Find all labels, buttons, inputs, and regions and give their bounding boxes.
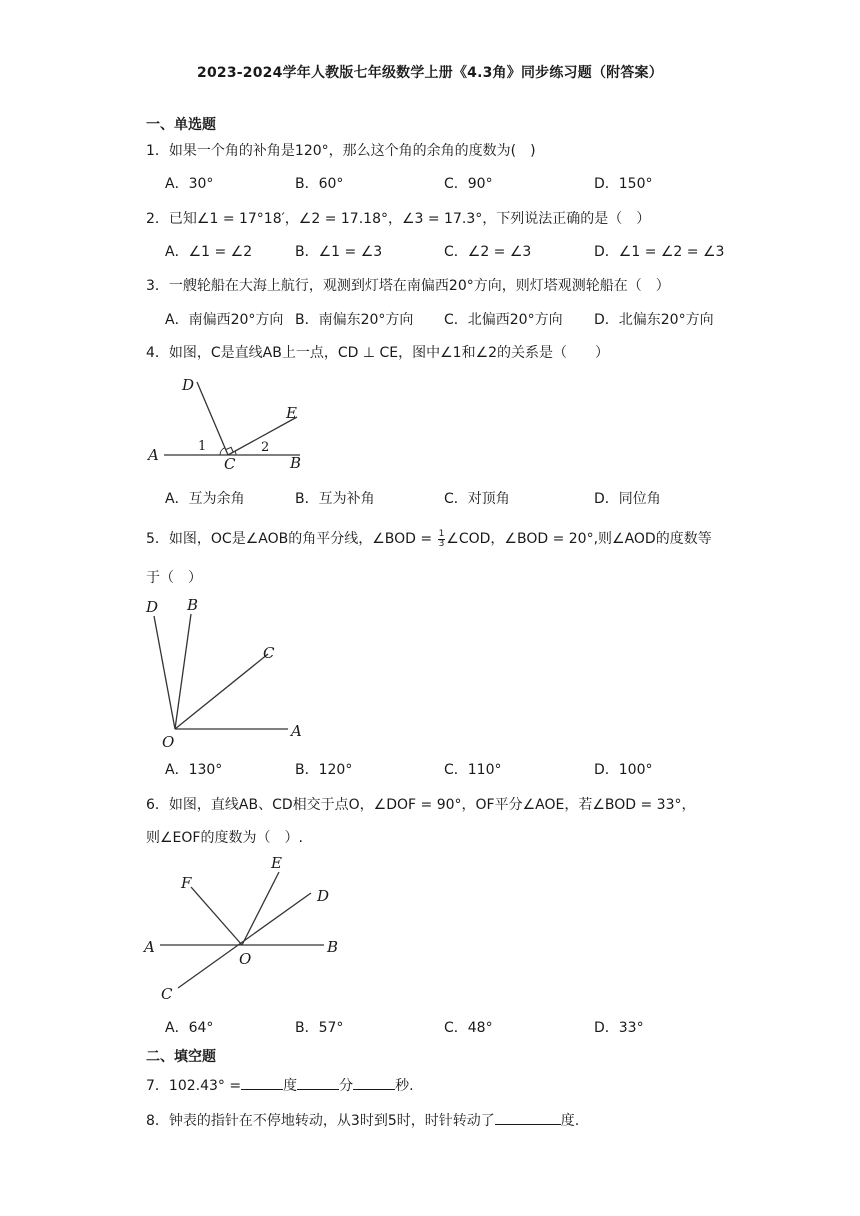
question-4-options bbox=[165, 489, 725, 509]
option-c[interactable]: C．∠2 = ∠3 bbox=[444, 244, 532, 260]
label-d: D bbox=[146, 598, 159, 616]
option-c[interactable]: C．对顶角 bbox=[444, 491, 510, 507]
label-o: O bbox=[239, 950, 252, 968]
question-1-options bbox=[165, 174, 725, 194]
option-d[interactable]: D．∠1 = ∠2 = ∠3 bbox=[594, 244, 725, 260]
label-d: D bbox=[317, 887, 330, 905]
fraction-denominator: 3 bbox=[438, 538, 445, 549]
option-b[interactable]: B．57° bbox=[295, 1020, 344, 1036]
unit-degree: 度. bbox=[560, 1113, 580, 1129]
option-a[interactable]: A．30° bbox=[165, 176, 214, 192]
question-3-options bbox=[165, 310, 725, 330]
question-6-text: 6．如图，直线AB、CD相交于点O，∠DOF = 90°，OF平分∠AOE，若∠BOD = 33°， bbox=[146, 797, 696, 813]
question-6-options bbox=[165, 1018, 725, 1038]
question-4-text: 4．如图，C是直线AB上一点，CD ⊥ CE，图中∠1和∠2的关系是（ ） bbox=[146, 345, 610, 361]
label-c: C bbox=[263, 644, 275, 662]
unit-degree: 度 bbox=[283, 1078, 298, 1094]
label-e: E bbox=[286, 404, 297, 422]
option-d[interactable]: D．同位角 bbox=[594, 491, 661, 507]
label-a: A bbox=[291, 722, 302, 740]
question-5-figure bbox=[138, 592, 318, 750]
question-7-text bbox=[146, 1075, 414, 1096]
option-c[interactable]: C．110° bbox=[444, 762, 502, 778]
option-d[interactable]: D．150° bbox=[594, 176, 653, 192]
angle-label-2: 2 bbox=[261, 440, 270, 455]
option-b[interactable]: B．互为补角 bbox=[295, 491, 375, 507]
option-a[interactable]: A．南偏西20°方向 bbox=[165, 312, 284, 328]
option-c[interactable]: C．48° bbox=[444, 1020, 493, 1036]
section-heading-single-choice: 一、单选题 bbox=[146, 117, 216, 133]
option-b[interactable]: B．120° bbox=[295, 762, 353, 778]
option-a[interactable]: A．∠1 = ∠2 bbox=[165, 244, 253, 260]
option-b[interactable]: B．∠1 = ∠3 bbox=[295, 244, 383, 260]
label-c: C bbox=[161, 985, 173, 1003]
label-d: D bbox=[182, 376, 195, 394]
option-c[interactable]: C．90° bbox=[444, 176, 493, 192]
angle-label-1: 1 bbox=[198, 439, 207, 454]
label-o: O bbox=[162, 733, 175, 750]
option-d[interactable]: D．100° bbox=[594, 762, 653, 778]
label-f: F bbox=[181, 874, 192, 892]
label-b: B bbox=[327, 938, 339, 956]
fraction-numerator: 1 bbox=[438, 528, 445, 539]
question-7-prefix: 7．102.43° = bbox=[146, 1078, 242, 1094]
page-title: 2023-2024学年人教版七年级数学上册《4.3角》同步练习题（附答案） bbox=[197, 65, 663, 81]
question-6-figure bbox=[138, 850, 353, 1010]
question-5-options bbox=[165, 760, 725, 780]
question-1-text: 1．如果一个角的补角是120°，那么这个角的余角的度数为( ) bbox=[146, 143, 536, 159]
answer-blank-degrees[interactable] bbox=[495, 1110, 561, 1125]
option-a[interactable]: A．互为余角 bbox=[165, 491, 245, 507]
label-b: B bbox=[290, 454, 302, 472]
question-5-text-line2: 于（ ） bbox=[146, 570, 202, 586]
question-8-prefix: 8．钟表的指针在不停地转动，从3时到5时，时针转动了 bbox=[146, 1113, 495, 1129]
label-e: E bbox=[271, 854, 282, 872]
option-d[interactable]: D．33° bbox=[594, 1020, 644, 1036]
option-a[interactable]: A．130° bbox=[165, 762, 223, 778]
question-5-text-part1: 5．如图，OC是∠AOB的角平分线，∠BOD = bbox=[146, 531, 437, 547]
label-a: A bbox=[144, 938, 155, 956]
question-2-text: 2．已知∠1 = 17°18′，∠2 = 17.18°，∠3 = 17.3°，下列说法正确的是（ ） bbox=[146, 211, 651, 227]
fraction-one-third bbox=[438, 530, 446, 549]
option-b[interactable]: B．南偏东20°方向 bbox=[295, 312, 414, 328]
question-2-options bbox=[165, 242, 725, 262]
unit-minute: 分 bbox=[339, 1078, 354, 1094]
option-d[interactable]: D．北偏东20°方向 bbox=[594, 312, 714, 328]
answer-blank-minutes[interactable] bbox=[297, 1075, 339, 1090]
question-5-text bbox=[146, 529, 712, 549]
answer-blank-degrees[interactable] bbox=[241, 1075, 283, 1090]
answer-blank-seconds[interactable] bbox=[353, 1075, 395, 1090]
option-a[interactable]: A．64° bbox=[165, 1020, 214, 1036]
label-c: C bbox=[224, 455, 236, 473]
label-a: A bbox=[148, 446, 159, 464]
question-8-text bbox=[146, 1110, 579, 1131]
option-b[interactable]: B．60° bbox=[295, 176, 344, 192]
question-6-text-line2: 则∠EOF的度数为（ ）. bbox=[146, 830, 303, 846]
unit-second: 秒. bbox=[395, 1078, 414, 1094]
question-4-figure bbox=[140, 372, 320, 477]
option-c[interactable]: C．北偏西20°方向 bbox=[444, 312, 563, 328]
question-5-text-part2: ∠COD，∠BOD = 20°,则∠AOD的度数等 bbox=[446, 531, 712, 547]
section-heading-fill-blank: 二、填空题 bbox=[146, 1049, 216, 1065]
question-3-text: 3．一艘轮船在大海上航行，观测到灯塔在南偏西20°方向，则灯塔观测轮船在（ ） bbox=[146, 278, 670, 294]
label-b: B bbox=[187, 596, 199, 614]
